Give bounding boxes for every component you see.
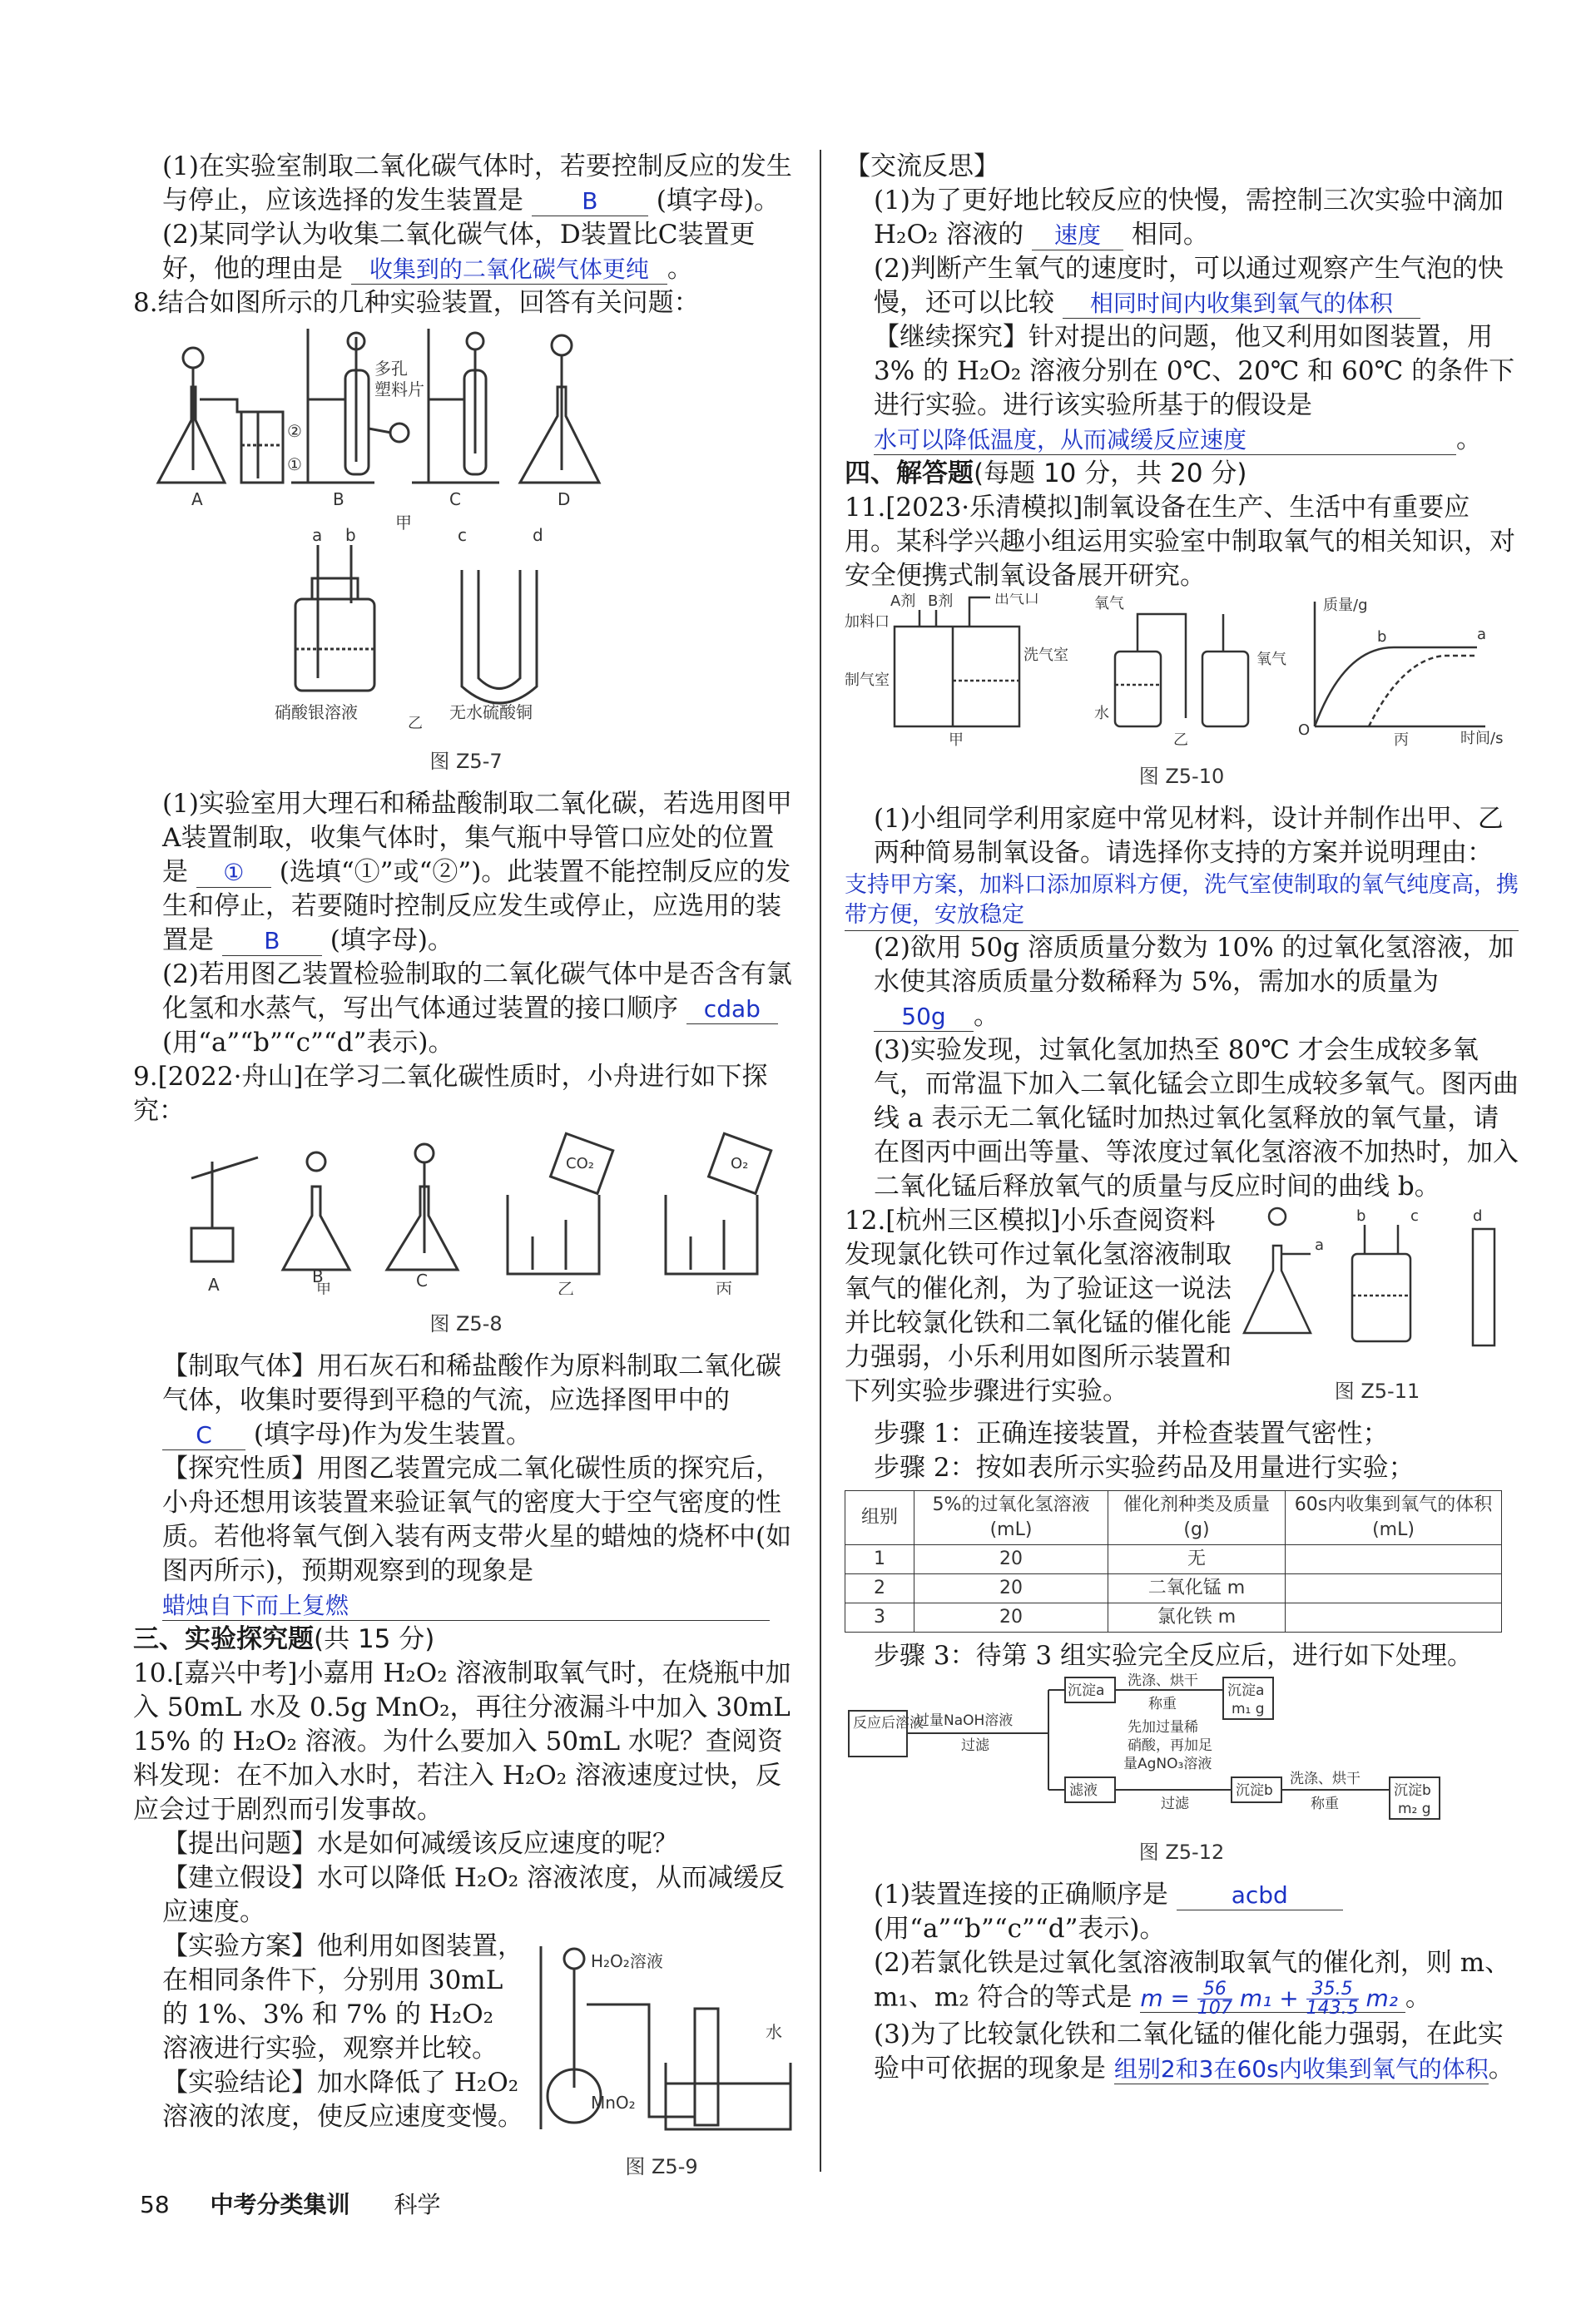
group-jia: 甲	[395, 513, 412, 533]
device-jia-label: 甲	[949, 731, 964, 747]
figure-caption: 图 Z5-9	[625, 2155, 698, 2178]
table-header: 5%的过氧化氢溶液(mL)	[914, 1491, 1108, 1545]
beaker-yi	[508, 1195, 599, 1274]
position-2: ②	[287, 421, 302, 441]
y-axis-label: 质量/g	[1323, 597, 1368, 614]
curve-a	[1315, 647, 1477, 726]
table-cell	[1286, 1603, 1502, 1633]
q8-part1: (1)实验室用大理石和稀盐酸制取二氧化碳，若选用图甲A装置制取，收集气体时，集气瓶中导管口应处的位置是 ① (选填“①”或“②”)。此装置不能控制反应的发生和停止，若要随时控制反应发生或停止，应选用的装置是 B (填字母)。	[162, 789, 792, 955]
q10-plan-row	[133, 1930, 799, 2193]
q9-property: 【探究性质】用图乙装置完成二氧化碳性质的探究后，小舟还想用该装置来验证氧气的密度大于空气密度的性质。若他将氧气倒入装有两支带火星的蜡烛的烧杯中(如图丙所示)，预期观察到的现象是 蜡烛自下而上复燃	[162, 1454, 792, 1619]
position-1: ①	[287, 454, 302, 474]
section-four-heading: 四、解答题(每题 10 分，共 20 分)	[845, 458, 1247, 488]
subject: 科学	[394, 2191, 441, 2218]
acid-step-4: 过滤	[1161, 1796, 1189, 1812]
label-a: A	[191, 489, 203, 509]
answer-blank: 速度	[1032, 221, 1123, 250]
q12-part2: (2)若氯化铁是过氧化氢溶液制取氧气的催化剂，则 m、m₁、m₂ 符合的等式是 m = $\frac{56}{107}$ m₁ + $\frac{35.5}{143.5}$ m₂ 。	[874, 1948, 1511, 2019]
port-b: b	[1356, 1207, 1366, 1225]
q10-conclusion: 【实验结论】加水降低了 H₂O₂ 溶液的浓度，使反应速度变慢。	[162, 2068, 523, 2132]
answer-blank: C	[162, 1421, 245, 1450]
table-header: 60s内收集到氧气的体积(mL)	[1286, 1491, 1502, 1545]
label-c: C	[416, 1271, 428, 1291]
water-label: 水	[766, 2022, 782, 2042]
label-c: C	[449, 489, 461, 509]
table-cell	[1286, 1545, 1502, 1574]
q10-question: 【提出问题】水是如何减缓该反应速度的呢？	[162, 1829, 678, 1859]
outlet-label: 出气口	[994, 593, 1039, 607]
figure-caption: 图 Z5-12	[1138, 1841, 1225, 1864]
start-label: 反应后溶液	[853, 1715, 924, 1732]
label-a: A	[208, 1275, 220, 1295]
oxygen-label-2: 氧气	[1256, 651, 1286, 668]
q12-stem: 12.[杭州三区模拟]小乐查阅资料发现氯化铁可作过氧化氢溶液制取氧气的催化剂，为了验证这一说法并比较氯化铁和二氧化锰的催化能力强弱，小乐利用如图所示装置和下列实验步骤进行实验。	[845, 1206, 1232, 1406]
left-column	[133, 150, 799, 2193]
q11-part1: (1)小组同学利用家庭中常见材料，设计并制作出甲、乙两种简易制氧设备。请选择你支持的方案并说明理由：	[874, 804, 1504, 868]
plastic-label: 塑料片	[374, 379, 424, 399]
m2-label: m₂ g	[1398, 1801, 1431, 1817]
table-cell: 3	[845, 1603, 914, 1633]
figure-z5-9	[524, 1930, 799, 2138]
table-cell: 二氧化锰 m	[1108, 1574, 1286, 1603]
q12-part3: (3)为了比较氯化铁和二氧化锰的催化能力强弱，在此实验中可依据的现象是 组别2和3在60s内收集到氧气的体积。	[874, 2019, 1514, 2084]
flask-d	[520, 387, 599, 483]
continue-explore: 【继续探究】针对提出的问题，他又利用如图装置，用 3% 的 H₂O₂ 溶液分别在 0℃、20℃ 和 60℃ 的条件下进行实验。进行该实验所基于的假设是 水可以降低温度，从而减缓反应速度 。	[874, 322, 1515, 454]
funnel-a	[183, 348, 203, 368]
fraction-1: $\frac{56}{107}$	[1197, 1979, 1232, 2019]
equation-answer: m = $\frac{56}{107}$ m₁ + $\frac{35.5}{143.5}$ m₂	[1140, 1985, 1405, 2013]
table-header: 催化剂种类及质量(g)	[1108, 1491, 1286, 1545]
figure-caption: 图 Z5-7	[429, 750, 503, 773]
port-d: d	[1473, 1207, 1483, 1225]
wash-bottle	[295, 599, 374, 691]
origin-label: O	[1298, 721, 1311, 739]
answer-blank: 相同时间内收集到氧气的体积	[1063, 290, 1420, 319]
q11-stem: 11.[2023·乐清模拟]制氧设备在生产、生活中有重要应用。某科学兴趣小组运用实验室中制取氧气的相关知识，对安全便携式制氧设备展开研究。	[845, 493, 1515, 591]
table-cell: 无	[1108, 1545, 1286, 1574]
reagent-label: 过量NaOH溶液	[915, 1712, 1014, 1729]
device-yi-label: 乙	[1173, 731, 1188, 747]
table-row	[845, 1574, 1502, 1603]
book-title: 中考分类集训	[210, 2191, 350, 2218]
filtrate-label: 滤液	[1069, 1782, 1098, 1799]
acid-step-2: 硝酸，再加足	[1128, 1737, 1212, 1754]
q10-stem: 10.[嘉兴中考]小嘉用 H₂O₂ 溶液制取氧气时，在烧瓶中加入 50mL 水及 0.5g MnO₂，再往分液漏斗中加入 30mL 15% 的 H₂O₂ 溶液。为什么要加入 50mL 水呢？查阅资料发现：在不加入水时，若注入 H₂O₂ 溶液速度过快，反应会过于剧烈而引发事故。	[133, 1658, 791, 1825]
reflect-heading: 【交流反思】	[845, 151, 999, 181]
answer-blank: 水可以降低温度，从而减缓反应速度	[874, 426, 1456, 455]
column-divider	[820, 150, 821, 2172]
bottle-yi-1	[1115, 652, 1161, 726]
o2-label: O₂	[731, 1155, 749, 1172]
label-d: D	[558, 489, 571, 509]
table-cell: 20	[914, 1574, 1108, 1603]
answer-blank: B	[532, 187, 648, 216]
burner-a	[191, 1228, 233, 1261]
table-header: 组别	[845, 1491, 914, 1545]
answer-blank: cdab	[686, 995, 778, 1024]
flask-b	[283, 1187, 349, 1270]
answer-blank: ①	[196, 859, 271, 888]
reflect-part2: (2)判断产生氧气的速度时，可以通过观察产生气泡的快慢，还可以比较 相同时间内收集到氧气的体积	[874, 254, 1504, 318]
device-jia	[895, 627, 1019, 726]
flask	[1244, 1246, 1311, 1333]
answer-blank: acbd	[1177, 1881, 1343, 1910]
table-cell: 20	[914, 1603, 1108, 1633]
group-yi: 乙	[558, 1279, 574, 1295]
bottle-yi-2	[1202, 652, 1248, 726]
table-header-row	[845, 1491, 1502, 1545]
agent-b-label: B剂	[928, 593, 954, 610]
m1-label: m₁ g	[1232, 1701, 1265, 1717]
answer-blank: 50g	[874, 1003, 974, 1032]
porous-label: 多孔	[374, 359, 408, 379]
oxygen-label: 氧气	[1094, 595, 1124, 612]
answer-blank: 收集到的二氧化碳气体更纯	[351, 255, 667, 285]
flask-a	[158, 387, 225, 483]
q11-part3: (3)实验发现，过氧化氢加热至 80℃ 才会生成较多氧气，而常温下加入二氧化锰会立即生成较多氧气。图丙曲线 a 表示无二氧化锰时加热过氧化氢释放的氧气量，请在图丙中画出等量、等浓度过氧化氢溶液不加热时，加入二氧化锰后释放氧气的质量与反应时间的曲线 b。	[874, 1035, 1519, 1202]
ppt-b-label: 沉淀b	[1236, 1782, 1273, 1799]
wash1-label: 洗涤、烘干	[1128, 1673, 1198, 1689]
bottle-a	[241, 412, 283, 483]
ppt-a-label: 沉淀a	[1068, 1682, 1105, 1699]
table-cell: 1	[845, 1545, 914, 1574]
wash-label: 洗气室	[1023, 647, 1068, 664]
porous-plate	[390, 424, 409, 442]
q9-make-gas: 【制取气体】用石灰石和稀盐酸作为原料制取二氧化碳气体，收集时要得到平稳的气流，应选择图甲中的 C (填字母)作为发生装置。	[162, 1351, 781, 1449]
co2-label: CO₂	[566, 1155, 594, 1172]
ppt-b-mass-label: 沉淀b	[1394, 1782, 1431, 1799]
graph-bing-label: 丙	[1394, 731, 1409, 747]
section-three-heading: 三、实验探究题(共 15 分)	[133, 1624, 435, 1654]
water-label: 水	[1094, 705, 1109, 722]
q9-stem: 9.[2022·舟山]在学习二氧化碳性质时，小舟进行如下探究：	[133, 1062, 768, 1126]
port-a: a	[312, 525, 323, 545]
q10-hypothesis: 【建立假设】水可以降低 H₂O₂ 溶液浓度，从而减缓反应速度。	[162, 1863, 786, 1927]
answer-blank: 组别2和3在60s内收集到氧气的体积	[1113, 2055, 1489, 2083]
wash2-label: 洗涤、烘干	[1290, 1771, 1360, 1787]
x-axis-label: 时间/s	[1460, 730, 1504, 747]
table-cell: 2	[845, 1574, 914, 1603]
flask-c	[387, 1187, 458, 1270]
answer-blank: B	[222, 927, 322, 956]
right-column	[845, 150, 1519, 2086]
port-c: c	[1410, 1207, 1419, 1225]
q12-part1: (1)装置连接的正确顺序是 acbd (用“a”“b”“c”“d”表示)。	[845, 1878, 1519, 1946]
label-b: B	[333, 489, 344, 509]
group-jia: 甲	[316, 1281, 331, 1295]
port-a: a	[1315, 1236, 1325, 1254]
cuso4-label: 无水硫酸铜	[449, 702, 533, 722]
figure-z5-12	[845, 1673, 1519, 1823]
figure-caption: 图 Z5-10	[1138, 765, 1225, 788]
table-cell	[1286, 1574, 1502, 1603]
inlet-label: 加料口	[845, 613, 890, 631]
port-d: d	[533, 525, 543, 545]
reflect-part1: (1)为了更好地比较反应的快慢，需控制三次实验中滴加 H₂O₂ 溶液的 速度 相同。	[874, 186, 1504, 250]
weigh1-label: 称重	[1148, 1696, 1177, 1712]
wash-bottle	[1352, 1254, 1410, 1341]
figure-caption: 图 Z5-8	[429, 1312, 503, 1335]
make-label: 制气室	[845, 671, 890, 689]
port-c: c	[458, 525, 467, 545]
graduated-cylinder	[695, 2009, 718, 2125]
figure-z5-11	[1236, 1204, 1519, 1362]
step-1: 步骤 1：正确连接装置，并检查装置气密性；	[874, 1419, 1389, 1449]
q12-stem-row	[845, 1204, 1519, 1417]
weigh2-label: 称重	[1311, 1796, 1339, 1812]
curve-a-label: a	[1477, 626, 1487, 643]
table-cell: 氯化铁 m	[1108, 1603, 1286, 1633]
q11-part2: (2)欲用 50g 溶质质量分数为 10% 的过氧化氢溶液，加水使其溶质质量分数稀释为 5%，需加水的质量为 50g 。	[874, 933, 1514, 1031]
agno3-label: 硝酸银溶液	[275, 702, 358, 722]
table-cell: 20	[914, 1545, 1108, 1574]
h2o2-label: H₂O₂溶液	[591, 1951, 663, 1971]
filter-label: 过滤	[961, 1737, 989, 1754]
curve-b	[1369, 656, 1477, 726]
table-row	[845, 1545, 1502, 1574]
table-row	[845, 1603, 1502, 1633]
step-3: 步骤 3：待第 3 组实验完全反应后，进行如下处理。	[874, 1641, 1474, 1671]
figure-z5-7	[133, 320, 799, 732]
page-footer	[140, 2187, 440, 2220]
page-number: 58	[140, 2191, 170, 2218]
answer-blank: 蜡烛自下而上复燃	[162, 1592, 770, 1621]
experiment-table	[845, 1490, 1502, 1633]
figure-z5-10	[845, 593, 1519, 747]
group-yi: 乙	[408, 715, 423, 732]
q8-part2: (2)若用图乙装置检验制取的二氧化碳气体中是否含有氯化氢和水蒸气，写出气体通过装置的接口顺序 cdab (用“a”“b”“c”“d”表示)。	[162, 959, 792, 1058]
beaker-bing	[666, 1195, 757, 1274]
cylinder	[1473, 1229, 1494, 1345]
group-bing: 丙	[716, 1279, 732, 1295]
q8-stem: 8.结合如图所示的几种实验装置，回答有关问题：	[133, 288, 700, 318]
ppt-a-mass-label: 沉淀a	[1227, 1682, 1265, 1699]
label-b: B	[312, 1266, 324, 1286]
fraction-2: $\frac{35.5}{143.5}$	[1306, 1979, 1359, 2019]
u-tube	[462, 570, 537, 703]
agent-a-label: A剂	[890, 593, 916, 610]
funnel	[564, 1949, 584, 1969]
figure-z5-8	[133, 1128, 799, 1295]
q11-part1-answer: 支持甲方案，加料口添加原料方便，洗气室使制取的氧气纯度高，携带方便，安放稳定	[845, 870, 1519, 931]
curve-b-label: b	[1377, 628, 1387, 646]
port-b: b	[345, 525, 356, 545]
q10-plan: 【实验方案】他利用如图装置，在相同条件下，分别用 30mL 的 1%、3% 和 7% 的 H₂O₂ 溶液进行实验，观察并比较。	[162, 1931, 523, 2064]
acid-step-3: 量AgNO₃溶液	[1123, 1756, 1212, 1772]
mno2-label: MnO₂	[591, 2093, 636, 2113]
q7-part2: (2)某同学认为收集二氧化碳气体，D装置比C装置更好，他的理由是 收集到的二氧化碳气体更纯 。	[162, 220, 756, 284]
figure-caption: 图 Z5-11	[1334, 1380, 1420, 1403]
step-2: 步骤 2：按如表所示实验药品及用量进行实验；	[874, 1453, 1415, 1483]
q7-part1: (1)在实验室制取二氧化碳气体时，若要控制反应的发生与停止，应该选择的发生装置是 B (填字母)。	[162, 151, 792, 216]
water-trough	[666, 2063, 791, 2129]
acid-step-1: 先加过量稀	[1128, 1719, 1198, 1736]
